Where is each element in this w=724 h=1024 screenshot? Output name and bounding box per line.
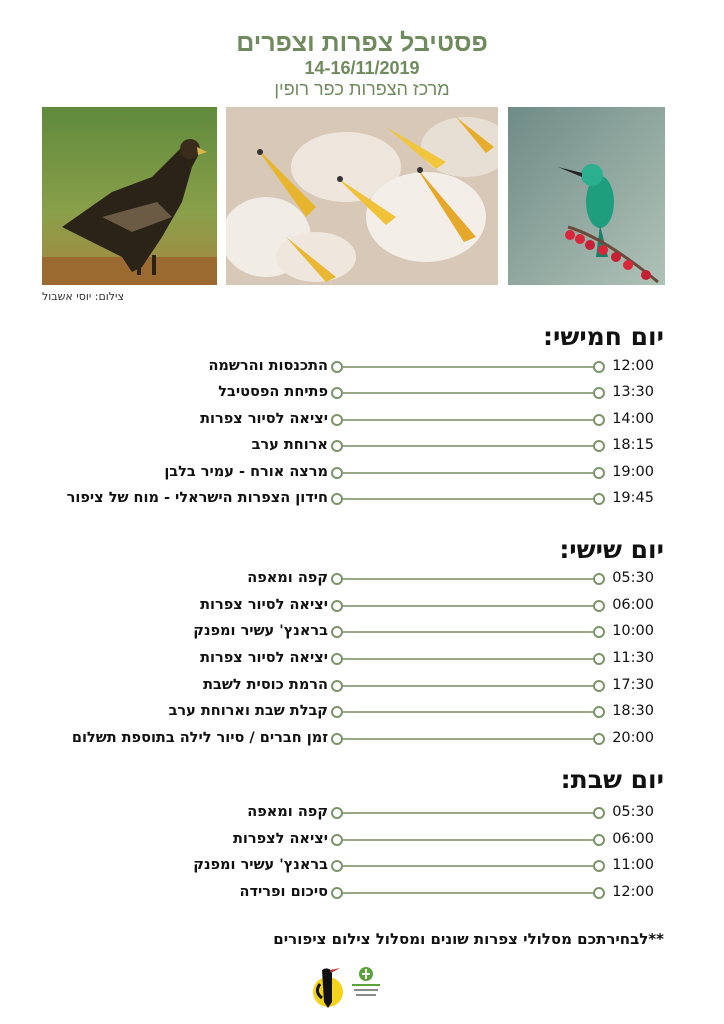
schedule-time: 05:30 xyxy=(612,570,654,586)
schedule-row xyxy=(40,649,660,669)
timeline-line xyxy=(336,445,598,447)
schedule-row xyxy=(40,383,660,403)
timeline-dot xyxy=(593,653,605,665)
timeline-dot xyxy=(331,467,343,479)
schedule-time: 11:00 xyxy=(612,857,654,873)
schedule-label: יציאה לסיור צפרות xyxy=(200,411,328,427)
schedule-label: סיכום ופרידה xyxy=(239,884,328,900)
schedule-label: יציאה לסיור צפרות xyxy=(200,650,328,666)
schedule-row xyxy=(40,702,660,722)
schedule-row xyxy=(40,357,660,377)
schedule-label: בראנץ' עשיר ומפנק xyxy=(193,623,328,639)
timeline-dot xyxy=(593,834,605,846)
timeline-dot xyxy=(593,573,605,585)
timeline-dot xyxy=(331,414,343,426)
timeline-line xyxy=(336,498,598,500)
timeline-dot xyxy=(593,887,605,899)
timeline-dot xyxy=(331,733,343,745)
timeline-dot xyxy=(331,653,343,665)
schedule-row xyxy=(40,676,660,696)
schedule-time: 05:30 xyxy=(612,804,654,820)
timeline-dot xyxy=(593,807,605,819)
schedule-label: בראנץ' עשיר ומפנק xyxy=(193,857,328,873)
timeline-dot xyxy=(331,361,343,373)
timeline-dot xyxy=(331,440,343,452)
timeline-line xyxy=(336,419,598,421)
page-title: פסטיבל צפרות וצפרים xyxy=(236,29,488,57)
schedule-time: 14:00 xyxy=(612,411,654,427)
event-venue: מרכז הצפרות כפר רופין xyxy=(274,79,450,99)
schedule-time: 20:00 xyxy=(612,730,654,746)
schedule-label: קפה ומאפה xyxy=(247,804,328,820)
timeline-line xyxy=(336,472,598,474)
schedule-label: יציאה לסיור צפרות xyxy=(200,597,328,613)
day-heading-thursday: יום חמישי: xyxy=(543,322,664,351)
event-dates: 14-16/11/2019 xyxy=(304,58,420,78)
timeline-line xyxy=(336,812,598,814)
schedule-row xyxy=(40,569,660,589)
schedule-time: 10:00 xyxy=(612,623,654,639)
schedule-time: 06:00 xyxy=(612,831,654,847)
timeline-dot xyxy=(593,600,605,612)
logos xyxy=(310,962,420,1010)
schedule-label: הרמת כוסית לשבת xyxy=(203,677,328,693)
timeline-line xyxy=(336,839,598,841)
timeline-dot xyxy=(593,626,605,638)
schedule-row xyxy=(40,596,660,616)
timeline-dot xyxy=(331,493,343,505)
schedule-row xyxy=(40,463,660,483)
timeline-dot xyxy=(331,680,343,692)
schedule-time: 18:30 xyxy=(612,703,654,719)
timeline-dot xyxy=(593,440,605,452)
schedule-row xyxy=(40,622,660,642)
timeline-dot xyxy=(331,706,343,718)
timeline-dot xyxy=(331,887,343,899)
schedule-row xyxy=(40,410,660,430)
schedule-time: 19:45 xyxy=(612,490,654,506)
timeline-line xyxy=(336,865,598,867)
timeline-line xyxy=(336,392,598,394)
timeline-dot xyxy=(593,860,605,872)
timeline-dot xyxy=(331,626,343,638)
schedule-time: 11:30 xyxy=(612,650,654,666)
pelicans-photo xyxy=(226,107,498,285)
schedule-label: יציאה לצפרות xyxy=(233,831,328,847)
schedule-time: 17:30 xyxy=(612,677,654,693)
schedule-time: 06:00 xyxy=(612,597,654,613)
timeline-dot xyxy=(331,387,343,399)
day-heading-saturday: יום שבת: xyxy=(560,765,664,794)
schedule-row xyxy=(40,436,660,456)
schedule-row xyxy=(40,883,660,903)
schedule-time: 12:00 xyxy=(612,358,654,374)
photo-credit: צילום: יוסי אשבול xyxy=(42,290,125,303)
schedule-label: זמן חברים / סיור לילה בתוספת תשלום xyxy=(71,730,328,746)
timeline-dot xyxy=(331,860,343,872)
timeline-line xyxy=(336,366,598,368)
timeline-line xyxy=(336,711,598,713)
timeline-dot xyxy=(331,834,343,846)
timeline-dot xyxy=(593,361,605,373)
schedule-time: 13:30 xyxy=(612,384,654,400)
timeline-dot xyxy=(593,387,605,399)
schedule-row xyxy=(40,729,660,749)
schedule-row xyxy=(40,830,660,850)
schedule-time: 19:00 xyxy=(612,464,654,480)
timeline-dot xyxy=(593,706,605,718)
schedule-row xyxy=(40,856,660,876)
schedule-label: התכנסות והרשמה xyxy=(208,358,328,374)
footnote: **לבחירתכם מסלולי צפרות שונים ומסלול צילום ציפורים xyxy=(273,930,664,948)
schedule-row xyxy=(40,489,660,509)
timeline-line xyxy=(336,738,598,740)
schedule-label: מרצה אורח - עמיר בלבן xyxy=(164,464,328,480)
schedule-time: 18:15 xyxy=(612,437,654,453)
timeline-line xyxy=(336,658,598,660)
timeline-dot xyxy=(331,573,343,585)
timeline-line xyxy=(336,892,598,894)
schedule-label: חידון הצפרות הישראלי - מוח של ציפור xyxy=(66,490,328,506)
schedule-label: ארוחת ערב xyxy=(251,437,328,453)
timeline-dot xyxy=(593,680,605,692)
schedule-row xyxy=(40,803,660,823)
timeline-line xyxy=(336,578,598,580)
spni-logo xyxy=(352,967,380,996)
schedule-label: קפה ומאפה xyxy=(247,570,328,586)
timeline-dot xyxy=(593,414,605,426)
eagle-photo xyxy=(42,107,217,285)
day-heading-friday: יום שישי: xyxy=(559,535,664,564)
timeline-dot xyxy=(593,733,605,745)
schedule-label: קבלת שבת וארוחת ערב xyxy=(168,703,328,719)
timeline-line xyxy=(336,605,598,607)
timeline-dot xyxy=(331,807,343,819)
header xyxy=(0,28,724,100)
schedule-time: 12:00 xyxy=(612,884,654,900)
timeline-line xyxy=(336,631,598,633)
stork-logo xyxy=(313,968,343,1008)
bee-eater-photo xyxy=(508,107,665,285)
timeline-dot xyxy=(593,493,605,505)
schedule-label: פתיחת הפסטיבל xyxy=(218,384,328,400)
timeline-dot xyxy=(593,467,605,479)
timeline-dot xyxy=(331,600,343,612)
timeline-line xyxy=(336,685,598,687)
